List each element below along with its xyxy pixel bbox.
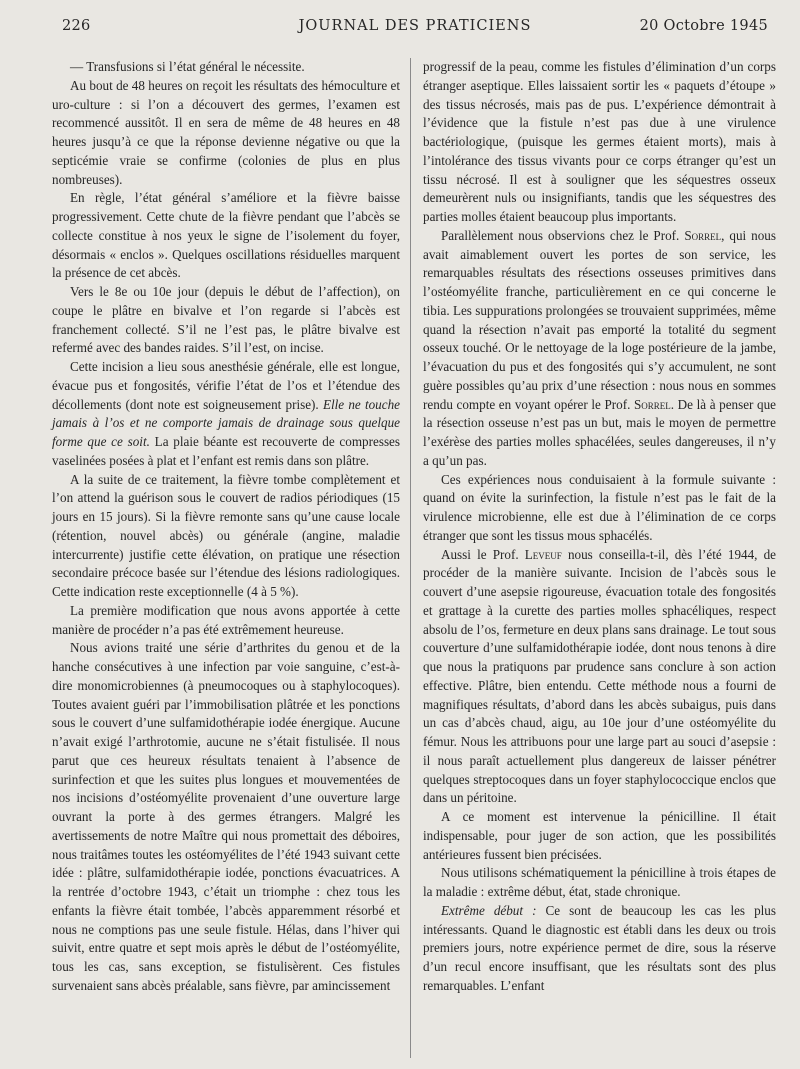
paragraph — [423, 227, 776, 471]
paragraph: — Transfusions si l’état général le nécessite. — [70, 59, 305, 74]
paragraph: Vers le 8e ou 10e jour (depuis le début de l’affection), on coupe le plâtre en bivalve et l’on regarde si l’abcès est franchement collecté. S’il ne l’est pas, le plâtre bivalve est refermé avec des bandes raides. S’il l’est, on incise. — [52, 284, 400, 356]
paragraph — [52, 358, 400, 471]
author-name: Sorrel — [684, 227, 722, 243]
paragraph: A ce moment est intervenue la pénicilline. Il était indispensable, pour juger de son action, que les possibilités antérieures fussent bien précisées. — [423, 809, 776, 862]
paragraph: La première modification que nous avons apportée à cette manière de procéder n’a pas été extrêmement heureuse. — [52, 602, 400, 637]
paragraph: Au bout de 48 heures on reçoit les résultats des hémoculture et uro-culture : si l’on a découvert des germes, l’examen est recommencé aussitôt. Il en sera de même de 48 heures en 48 heures jusqu’à ce que la réponse devienne négative ou que la septicémie vraie se confirme (colonies de plus en plus nombreuses). — [52, 77, 400, 187]
text-run: nous conseilla-t-il, dès l’été 1944, de procéder de la manière suivante. Incision de l’abcès sous le couvert d’une asepsie rigoureuse, évacuation totale des fongosités et grattage à la curette des parties molles sphacéliques, respect absolu de l’os, fermeture en deux plans sans drainage. Le tout sous couverture d’une sulfamidothérapie iodée, dont nous tenons à dire que nous la pratiquons par prudence sans conclure à son action effective. Plâtre, bien entendu. Cette méthode nous a fourni de magnifiques résultats, d’abord dans les abcès subaigus, puis dans un cas d’abcès chaud, aigu, au 10e jour d’une ostéomyélite du fémur. Nous les attribuons pour une large part au souci d’asepsie : il nous paraît actuellement plus dangereux de laisser pénétrer quelques streptocoques dans un foyer staphylococcique enclos que dans un péritoine. — [423, 546, 776, 806]
paragraph — [423, 546, 776, 809]
paragraph: progressif de la peau, comme les fistules d’élimination d’un corps étranger aseptique. Elles laissaient sortir les « paquets d’étoupe » des tissus nécrosés, mais pas de pus. L’expérience démontrait à l’évidence que la fistule n’est pas due à une virulence bactériologique, (puisque les germes étaient morts), mais à l’intolérance des tissus vivants pour ce corps étranger qu’est un tissu nécrosé. Il est à souligner que les séquestres osseux demeurèrent nuls ou insignifiants, tandis que les séquestres des parties molles étaient beaucoup plus importants. — [423, 59, 776, 224]
italic-text-run: Elle ne touche jamais à l’os et ne comporte jamais de drainage sous quelque forme que ce soit. — [52, 396, 400, 449]
text-run: . De là à penser que la résection osseuse n’est pas un but, mais le moyen de permettre l’exérèse des parties molles sphacélées, seules dangereuses, il n’y a qu’un pas. — [423, 396, 777, 468]
italic-text-run: Extrême début : — [441, 902, 537, 918]
author-name: Leveuf — [524, 546, 562, 562]
left-column — [52, 58, 400, 996]
right-column — [423, 58, 776, 996]
paragraph — [423, 902, 776, 996]
text-run: , qui nous avait aimablement ouvert les portes de son service, les remarquables résultats des résections osseuses primitives dans l’ostéomyélite franche, particulièrement en ce qui concerne le tibia. Les suppurations prolongées se trouvaient supprimées, même quand la résection n’avait pas emporté la totalité du segment osseux touché. Or le nettoyage de la loge postérieure de la jambe, l’évacuation du pus et des fongosités qui s’y accumulent, ne sont guère possibles qu’au prix d’une résection : nous nous en sommes rendu compte en voyant opérer le Prof. — [423, 227, 776, 412]
page-number: 226 — [62, 18, 91, 34]
paragraph: Nous avions traité une série d’arthrites du genou et de la hanche consécutives à une infection par voie sanguine, c’est-à-dire monomicrobiennes (à pneumocoques ou à staphylocoques). Toutes avaient guéri par l’immobilisation plâtrée et les ponctions sous le couvert d’une sulfamidothérapie iodée énergique. Aucune n’avait exigé l’arthrotomie, aucune ne s’était fistulisée. Il nous parut que ces heureux résultats tenaient à l’absence de surinfection et que les suites plus longues et mouvementées de nos incisions d’ostéomyélite provenaient d’une ouverture large ouvrant la porte à des germes étrangers. Malgré les avertissements de notre Maître qui nous promettait des déboires, nous traitâmes toutes les ostéomyélites de l’été 1943 suivant cette idée : plâtre, sulfamidothérapie iodée, ponctions évacuatrices. A la rentrée d’octobre 1943, c’était un triomphe : chez tous les enfants la fièvre était tombée, l’abcès apparemment résorbé et nous ne comptions pas une seule fistule. Hélas, dans l’hiver qui suivit, entre quatre et sept mois après le début de l’ostéomyélite, tous les cas, sans exception, se fistulisèrent. Ces fistules survenaient sans abcès préalable, sans fièvre, par amincissement — [52, 640, 400, 993]
author-name: Sorrel — [633, 396, 671, 412]
text-run: Cette incision a lieu sous anesthésie générale, elle est longue, évacue pus et fongosités, vérifie l’état de l’os et l’étendue des décollements (dont note est soigneusement prise). — [52, 359, 400, 412]
text-run: La plaie béante est recouverte de compresses vaselinées posées à plat et l’enfant est remis dans son plâtre. — [52, 434, 401, 468]
column-divider — [410, 58, 411, 1058]
text-run: Aussi le Prof. — [441, 546, 525, 562]
issue-date: 20 Octobre 1945 — [639, 18, 768, 34]
paragraph: En règle, l’état général s’améliore et la fièvre baisse progressivement. Cette chute de la fièvre pendant que l’abcès se collecte constitue à nos yeux le signe de l’isolement du foyer, désormais « enclos ». Quelques oscillations résiduelles marquent la présence de cet abcès. — [52, 190, 400, 281]
journal-title: JOURNAL DES PRATICIENS — [298, 18, 532, 34]
text-run: Ce sont de beaucoup les cas les plus intéressants. Quand le diagnostic est établi dans les deux ou trois premiers jours, notre expérience permet de dire, sous la réserve d’un recul encore insuffisant, que les résultats sont des plus remarquables. L’enfant — [423, 902, 776, 993]
text-run: Parallèlement nous observions chez le Prof. — [441, 227, 685, 243]
paragraph: Ces expériences nous conduisaient à la formule suivante : quand on évite la surinfection, la fistule n’est pas le fait de la virulence microbienne, elle est due à l’élimination de ce corps étranger que sont les tissus mous sphacélés. — [423, 471, 776, 543]
paragraph: A la suite de ce traitement, la fièvre tombe complètement et l’on attend la guérison sous le couvert de radios périodiques (15 jours en 15 jours). Si la fièvre remonte sans qu’une cause locale (rétention, nouvel abcès) ou générale (angine, maladie intercurrente) justifie cette élévation, on pratique une résection secondaire précoce basée sur l’étendue des lésions radiologiques. Cette indication reste exceptionnelle (4 à 5 %). — [52, 471, 400, 599]
paragraph: Nous utilisons schématiquement la pénicilline à trois étapes de la maladie : extrême début, état, stade chronique. — [423, 865, 776, 899]
page-header — [62, 14, 768, 40]
